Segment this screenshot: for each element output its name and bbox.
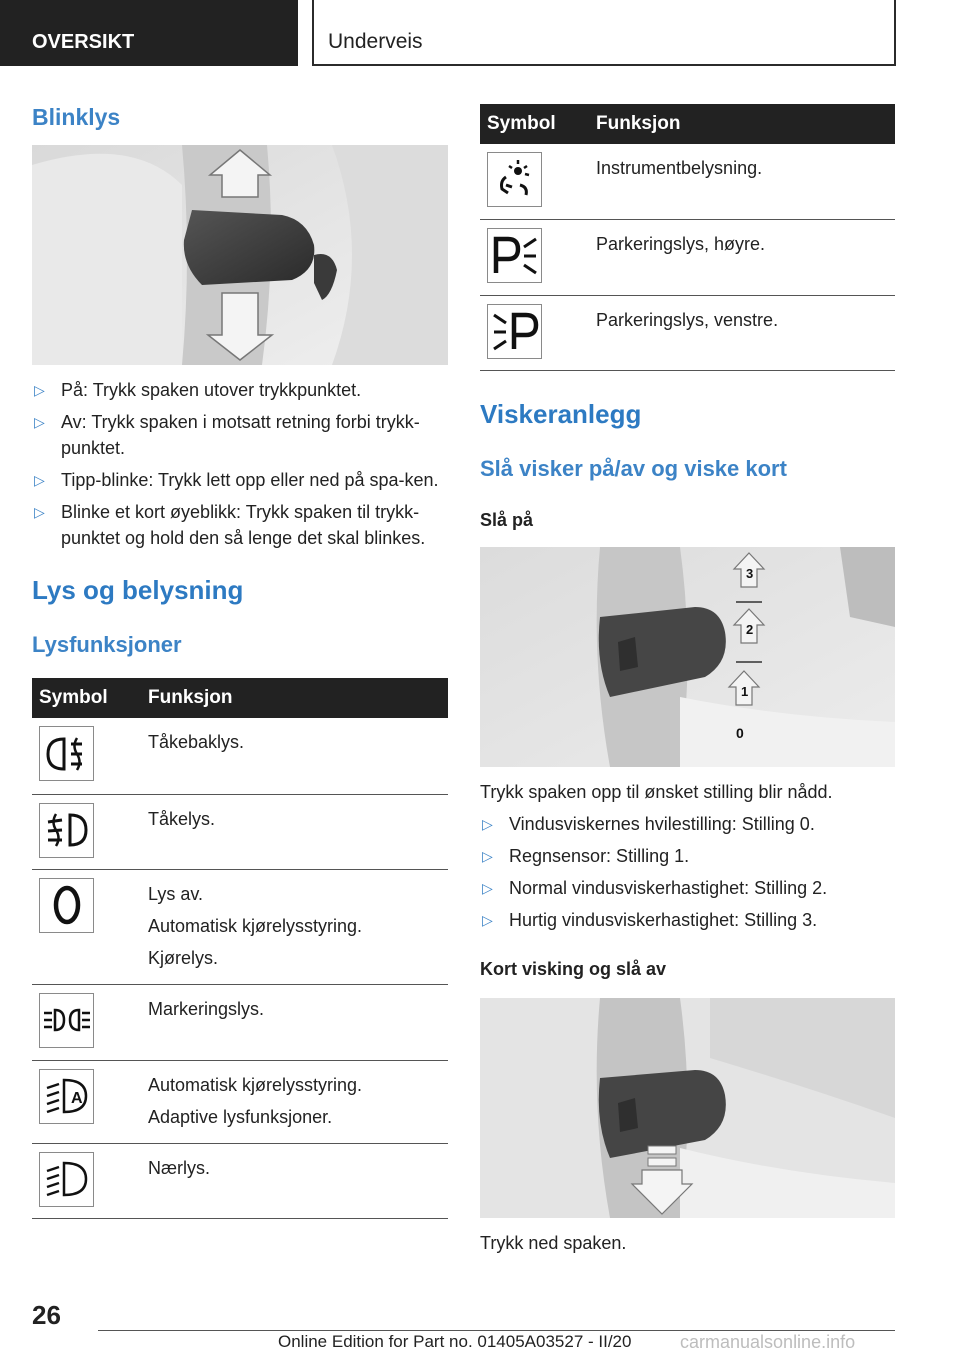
bullet-triangle-icon: ▷ [482,879,493,896]
function-text: Parkeringslys, høyre. [596,233,766,254]
instrument-lighting-icon [487,152,542,207]
list-item: ▷ Hurtig vindusviskerhastighet: Stilling 3. [480,907,895,933]
function-text: Adaptive lysfunksjoner. [148,1106,333,1127]
function-text: Parkeringslys, venstre. [596,309,779,330]
turn-signal-stalk-illustration [32,145,448,365]
page-header [0,0,960,66]
bullet-triangle-icon: ▷ [482,847,493,864]
function-text: Instrumentbelysning. [596,158,763,178]
chapter-title-lys: Lys og belysning [32,575,244,605]
table-row [32,794,448,869]
table-row [32,718,448,794]
watermark-text: carmanualsonline.info [680,1332,856,1352]
table-header-row [480,104,895,144]
wiper-on-bullet-list [480,811,895,933]
blinklys-bullet-list [32,377,448,551]
lights-off-zero-icon [39,878,94,933]
bullet-triangle-icon: ▷ [482,815,493,832]
bullet-triangle-icon: ▷ [34,504,45,520]
function-text: Tåkelys. [148,808,216,829]
right-column [480,66,895,1256]
heading-sla-pa: Slå på [480,509,534,530]
table-row [32,1060,448,1143]
bullet-triangle-icon: ▷ [34,472,45,488]
table-row [480,144,895,219]
wiper-short-wipe-illustration [480,998,895,1218]
low-beam-icon [39,1152,94,1207]
position-label-3: 3 [746,565,754,581]
subsection-title-wiper: Slå visker på/av og viske kort [480,455,787,481]
auto-headlight-icon [39,1069,94,1124]
list-item: ▷ Regnsensor: Stilling 1. [480,843,895,869]
svg-text:A: A [70,1090,83,1107]
chapter-title-viskeranlegg: Viskeranlegg [480,398,642,429]
bullet-triangle-icon: ▷ [34,414,45,430]
function-text: Kjørelys. [148,947,219,968]
wiper-short-wipe-photo [480,998,895,1218]
table-row [480,219,895,295]
column-header-function: Funksjon [590,104,895,144]
position-label-0: 0 [736,724,744,741]
list-item: ▷ Normal vindusviskerhastighet: Stilling 2. [480,875,895,901]
heading-kort-visking: Kort visking og slå av [480,958,667,979]
parking-light-left-icon [487,304,542,359]
column-header-symbol: Symbol [32,678,142,718]
list-item: ▷ Vindusviskernes hvilestilling: Stilling 0. [480,811,895,837]
section-tab-oversikt[interactable]: OVERSIKT [0,0,298,66]
edition-text: Online Edition for Part no. 01405A03527 - II/20 [278,1332,632,1351]
function-text: Automatisk kjørelysstyring. [148,915,363,936]
function-text: Markeringslys. [148,998,265,1019]
wiper-stalk-photo [480,547,895,767]
table-row [32,984,448,1060]
wiper-on-intro: Trykk spaken opp til ønsket stilling blir nådd. [480,781,833,802]
function-text: Automatisk kjørelysstyring. [148,1074,363,1095]
footer-divider [98,1330,895,1331]
bullet-triangle-icon: ▷ [34,382,45,398]
section-title-blinklys: Blinklys [32,104,121,130]
wiper-stalk-illustration [480,547,895,767]
column-header-function: Funksjon [142,678,448,718]
list-item: ▷ Blinke et kort øyeblikk: Trykk spaken til trykk-punktet og hold den så lenge det skal blinkes. [32,499,448,551]
page-number: 26 [32,1300,61,1330]
list-item: ▷ Tipp-blinke: Trykk lett opp eller ned på spa-ken. [32,467,448,493]
function-text: Lys av. [148,883,204,904]
wiper-short-text: Trykk ned spaken. [480,1232,627,1253]
chapter-tab-underveis[interactable]: Underveis [312,0,896,66]
light-functions-table [32,678,448,1219]
left-column [32,66,448,1219]
light-functions-table-continued [480,104,895,371]
position-label-1: 1 [741,683,749,699]
parking-light-right-icon [487,228,542,283]
bullet-triangle-icon: ▷ [482,911,493,928]
front-fog-light-icon [39,803,94,858]
table-row [32,869,448,984]
turn-signal-stalk-photo [32,145,448,365]
position-label-2: 2 [746,621,754,637]
table-header-row [32,678,448,718]
list-item: ▷ På: Trykk spaken utover trykkpunktet. [32,377,448,403]
table-row [480,295,895,370]
subsection-title-lysfunksjoner: Lysfunksjoner [32,632,182,657]
side-marker-light-icon [39,993,94,1048]
list-item: ▷ Av: Trykk spaken i motsatt retning forbi trykk-punktet. [32,409,448,461]
rear-fog-light-icon [39,726,94,781]
function-text: Nærlys. [148,1157,210,1178]
function-text: Tåkebaklys. [148,732,245,752]
table-row [32,1143,448,1218]
column-header-symbol: Symbol [480,104,590,144]
